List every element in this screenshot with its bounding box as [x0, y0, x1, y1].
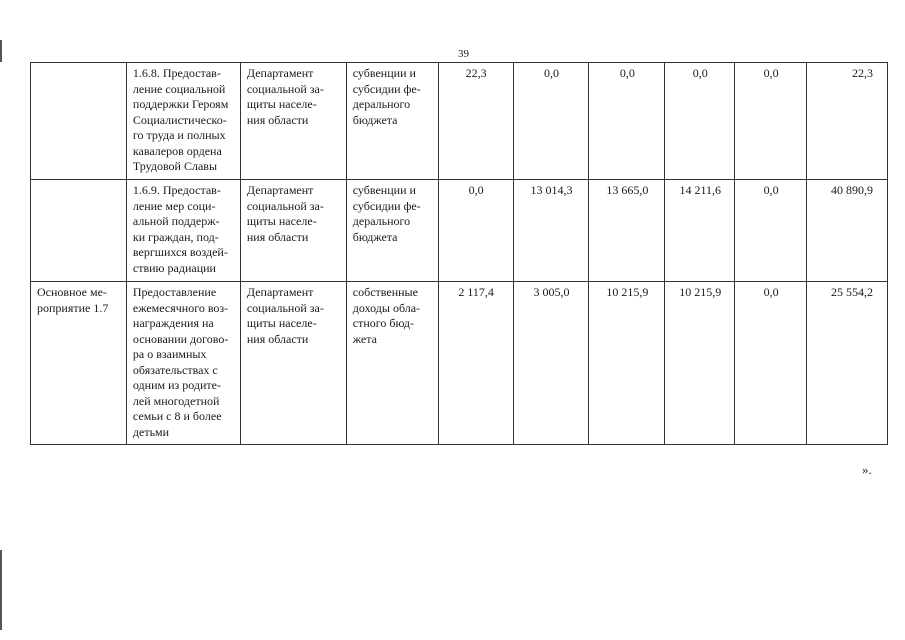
value-cell: 0,0	[735, 282, 807, 445]
source-cell: субвенции и субсидии фе- дерального бюджета	[346, 180, 438, 282]
source-cell: субвенции и субсидии фе- дерального бюджета	[346, 63, 438, 180]
page-number: 39	[458, 48, 469, 60]
value-cell: 0,0	[735, 63, 807, 180]
value-cell: 0,0	[513, 63, 589, 180]
value-cell: 10 215,9	[665, 282, 735, 445]
source-cell: собственные доходы обла- стного бюд- жета	[346, 282, 438, 445]
value-cell: 13 014,3	[513, 180, 589, 282]
closing-quote-mark: ».	[862, 462, 872, 477]
scan-edge-mark	[0, 550, 2, 630]
name-cell: Предоставление ежемесячного воз- награждения на основании догово- ра о взаимных обязательствах с одним из родите- лей многодетной семьи с 8 и более детьми	[126, 282, 240, 445]
budget-table	[30, 62, 888, 445]
executor-cell: Департамент социальной за- щиты населе- ния области	[240, 63, 346, 180]
value-cell: 14 211,6	[665, 180, 735, 282]
table-row	[31, 180, 888, 282]
total-cell: 40 890,9	[807, 180, 888, 282]
table-row	[31, 282, 888, 445]
scan-edge-mark	[0, 40, 2, 62]
event-cell: Основное ме- роприятие 1.7	[31, 282, 127, 445]
value-cell: 22,3	[438, 63, 513, 180]
value-cell: 2 117,4	[438, 282, 513, 445]
value-cell: 0,0	[735, 180, 807, 282]
event-cell	[31, 180, 127, 282]
executor-cell: Департамент социальной за- щиты населе- ния области	[240, 282, 346, 445]
name-cell: 1.6.8. Предостав- ление социальной поддержки Героям Социалистическо- го труда и полных кавалеров ордена Трудовой Славы	[126, 63, 240, 180]
name-cell: 1.6.9. Предостав- ление мер соци- альной поддерж- ки граждан, под- вергшихся воздей- ствию радиации	[126, 180, 240, 282]
value-cell: 3 005,0	[513, 282, 589, 445]
total-cell: 25 554,2	[807, 282, 888, 445]
table-row	[31, 63, 888, 180]
event-cell	[31, 63, 127, 180]
value-cell: 0,0	[589, 63, 665, 180]
value-cell: 13 665,0	[589, 180, 665, 282]
value-cell: 0,0	[438, 180, 513, 282]
total-cell: 22,3	[807, 63, 888, 180]
value-cell: 0,0	[665, 63, 735, 180]
value-cell: 10 215,9	[589, 282, 665, 445]
executor-cell: Департамент социальной за- щиты населе- ния области	[240, 180, 346, 282]
